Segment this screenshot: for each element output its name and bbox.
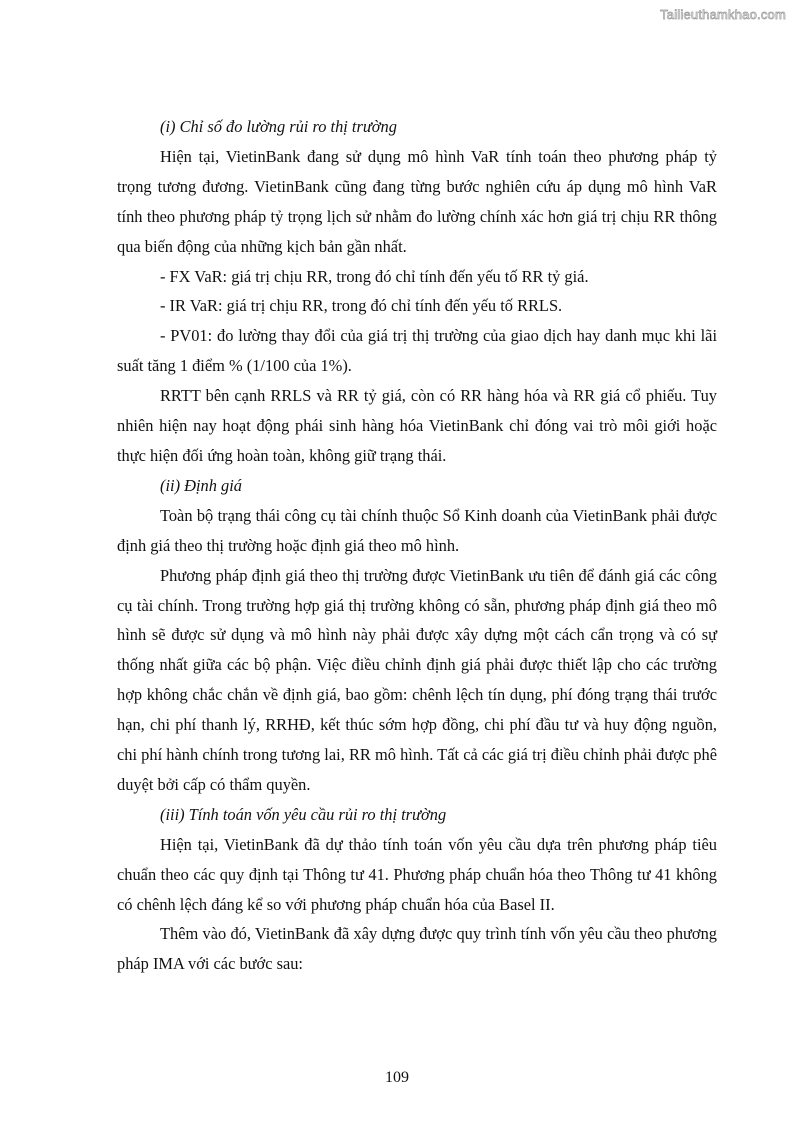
section-heading-capital-requirement: (iii) Tính toán vốn yêu cầu rủi ro thị trường — [160, 804, 447, 824]
bullet-item: - IR VaR: giá trị chịu RR, trong đó chỉ tính đến yếu tố RRLS. — [160, 296, 563, 316]
watermark-text: Tailieuthamkhao.com — [660, 7, 786, 22]
bullet-item: - FX VaR: giá trị chịu RR, trong đó chỉ tính đến yếu tố RR tỷ giá. — [160, 266, 589, 286]
paragraph: Thêm vào đó, VietinBank đã xây dựng được quy trình tính vốn yêu cầu theo phương pháp IMA với các bước sau: — [117, 924, 717, 974]
paragraph: Phương pháp định giá theo thị trường được VietinBank ưu tiên để đánh giá các công cụ tài chính. Trong trường hợp giá thị trường không có sẵn, phương pháp định giá theo mô hình sẽ được sử dụng và mô hình này phải được xây dựng một cách cẩn trọng và có sự thống nhất giữa các bộ phận. Việc điều chỉnh định giá phải được thiết lập cho các trường hợp không chắc chắn về định giá, bao gồm: chênh lệch tín dụng, phí đóng trạng thái trước hạn, chi phí thanh lý, RRHĐ, kết thúc sớm hợp đồng, chi phí đầu tư và huy động nguồn, chi phí hành chính trong tương lai, RR mô hình. Tất cả các giá trị điều chỉnh phải được phê duyệt bởi cấp có thẩm quyền. — [117, 565, 717, 794]
bullet-item: - PV01: đo lường thay đổi của giá trị thị trường của giao dịch hay danh mục khi lãi suất tăng 1 điểm % (1/100 của 1%). — [117, 326, 717, 376]
paragraph: RRTT bên cạnh RRLS và RR tỷ giá, còn có RR hàng hóa và RR giá cổ phiếu. Tuy nhiên hiện nay hoạt động phái sinh hàng hóa VietinBank chỉ đóng vai trò môi giới hoặc thực hiện đối ứng hoàn toàn, không giữ trạng thái. — [117, 386, 717, 465]
page-number: 109 — [385, 1069, 409, 1086]
document-body — [117, 112, 717, 979]
paragraph: Hiện tại, VietinBank đang sử dụng mô hình VaR tính toán theo phương pháp tỷ trọng tương đương. VietinBank cũng đang từng bước nghiên cứu áp dụng mô hình VaR tính theo phương pháp tỷ trọng lịch sử nhằm đo lường chính xác hơn giá trị chịu RR thông qua biến động của những kịch bản gần nhất. — [117, 146, 717, 256]
paragraph: Hiện tại, VietinBank đã dự thảo tính toán vốn yêu cầu dựa trên phương pháp tiêu chuẩn theo các quy định tại Thông tư 41. Phương pháp chuẩn hóa theo Thông tư 41 không có chênh lệch đáng kể so với phương pháp chuẩn hóa của Basel II. — [117, 834, 717, 914]
paragraph: Toàn bộ trạng thái công cụ tài chính thuộc Sổ Kinh doanh của VietinBank phải được định giá theo thị trường hoặc định giá theo mô hình. — [117, 505, 717, 555]
section-heading-market-risk-indicators: (i) Chỉ số đo lường rủi ro thị trường — [160, 117, 397, 136]
section-heading-valuation: (ii) Định giá — [160, 475, 242, 495]
